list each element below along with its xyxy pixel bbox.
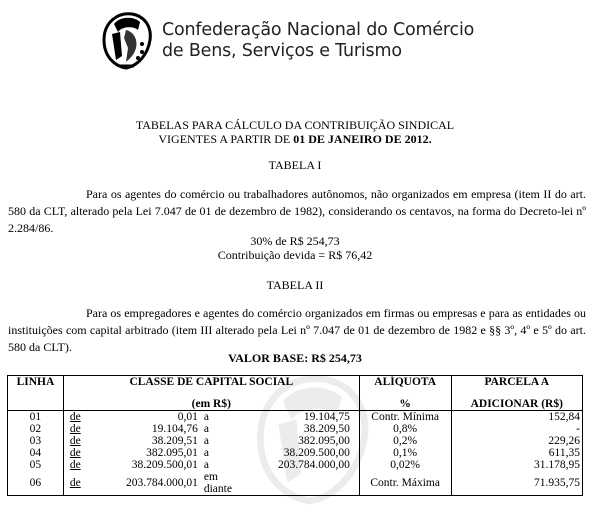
table-header-row	[8, 376, 583, 411]
cell-linha: 06	[8, 471, 64, 496]
cell-parcela: 152,84	[451, 411, 582, 424]
cell-de: de	[69, 435, 81, 447]
header-aliquota	[359, 376, 451, 411]
cell-de: de	[69, 447, 81, 459]
header-parcela-line-2: ADICIONAR (R$)	[470, 398, 563, 410]
tabela-1-text: Para os agentes do comércio ou trabalhadores autônomos, não organizados em empresa (item II do art. 580 da CLT, alterado pela Lei 7.047 de 01 de dezembro de 1982), considerando os centavos, na forma do Decreto-lei nº 2.284/86.	[8, 187, 586, 235]
cnc-logo-icon	[98, 10, 154, 72]
organization-name	[162, 20, 474, 62]
cell-parcela: -	[451, 423, 582, 435]
cell-from: 382.095,01	[146, 447, 198, 459]
cell-to: 38.209.500,00	[283, 447, 350, 459]
contribution-table	[7, 375, 583, 496]
cell-linha: 05	[8, 459, 64, 471]
tabela-1-calculation	[0, 234, 590, 262]
tabela-2-paragraph	[8, 305, 586, 356]
cell-a: a	[203, 423, 209, 435]
tabela-2-heading: TABELA II	[266, 278, 324, 292]
cell-a: a	[203, 459, 209, 471]
letterhead	[98, 10, 518, 74]
header-linha: LINHA	[8, 376, 64, 411]
header-aliquota-line-2: %	[399, 398, 411, 410]
header-parcela	[451, 376, 582, 411]
cell-de: de	[69, 459, 81, 471]
cell-classe	[63, 459, 359, 471]
calc-line-1: 30% de R$ 254,73	[250, 234, 340, 248]
cell-a: em diante	[203, 471, 232, 495]
header-aliquota-line-1: ALÍQUOTA	[374, 376, 437, 388]
tabela-2-text: Para os empregadores e agentes do comércio organizados em firmas ou empresas e para as entidades ou instituições com capital arbitrado (item III alterado pela Lei nº 7.047 de 01 de dezembro de 1982 e §§ 3º, 4º e 5º do art. 580 da CLT).	[8, 306, 586, 354]
cell-to: 382.095,00	[298, 435, 350, 447]
header-classe-line-1: CLASSE DE CAPITAL SOCIAL	[129, 376, 294, 388]
title-line-2-date: 01 DE JANEIRO DE 2012.	[293, 132, 432, 146]
calc-line-2: Contribuição devida = R$ 76,42	[217, 248, 373, 262]
cell-linha: 01	[8, 411, 64, 424]
cell-aliquota: Contr. Máxima	[359, 471, 451, 496]
cell-aliquota: 0,1%	[359, 447, 451, 459]
title-line-2	[0, 132, 590, 146]
table-row	[8, 471, 583, 496]
cell-from: 0,01	[177, 411, 198, 423]
table-row	[8, 435, 583, 447]
table-row	[8, 423, 583, 435]
cell-to: 203.784.000,00	[277, 459, 350, 471]
cell-parcela: 31.178,95	[451, 459, 582, 471]
cell-classe	[63, 435, 359, 447]
cell-parcela: 229,26	[451, 435, 582, 447]
table-row	[8, 459, 583, 471]
cell-a: a	[203, 411, 209, 423]
cell-aliquota: 0,2%	[359, 435, 451, 447]
cell-classe	[63, 423, 359, 435]
cell-de: de	[69, 477, 81, 489]
cell-de: de	[69, 411, 81, 423]
header-classe-line-2: (em R$)	[191, 398, 231, 410]
cell-from: 38.209.500,01	[131, 459, 198, 471]
title-line-2-prefix: VIGENTES A PARTIR DE	[158, 132, 294, 146]
org-line-2: de Bens, Serviços e Turismo	[162, 41, 402, 61]
cell-a: a	[203, 447, 209, 459]
document-title	[0, 118, 590, 146]
cell-linha: 04	[8, 447, 64, 459]
table-row	[8, 447, 583, 459]
header-classe	[63, 376, 359, 411]
tabela-1-heading: TABELA I	[268, 158, 322, 172]
cell-linha: 03	[8, 435, 64, 447]
cell-to: 38.209,50	[303, 423, 350, 435]
tabela-1-paragraph	[8, 186, 586, 237]
cell-aliquota: Contr. Mínima	[359, 411, 451, 424]
cell-from: 203.784.000,01	[125, 477, 198, 489]
cell-de: de	[69, 423, 81, 435]
cell-parcela: 71.935,75	[451, 471, 582, 496]
cell-classe	[63, 447, 359, 459]
cell-from: 38.209,51	[151, 435, 198, 447]
cell-from: 19.104,76	[151, 423, 198, 435]
header-parcela-line-1: PARCELA A	[484, 376, 550, 388]
valor-base: VALOR BASE: R$ 254,73	[228, 351, 362, 365]
cell-a: a	[203, 435, 209, 447]
cell-to: 19.104,75	[303, 411, 350, 423]
cell-classe	[63, 411, 359, 424]
org-line-1: Confederação Nacional do Comércio	[162, 20, 475, 40]
title-line-1: TABELAS PARA CÁLCULO DA CONTRIBUIÇÃO SINDICAL	[135, 118, 455, 132]
cell-classe	[63, 471, 359, 496]
cell-aliquota: 0,02%	[359, 459, 451, 471]
cell-parcela: 611,35	[451, 447, 582, 459]
table-row	[8, 411, 583, 424]
cell-linha: 02	[8, 423, 64, 435]
cell-aliquota: 0,8%	[359, 423, 451, 435]
